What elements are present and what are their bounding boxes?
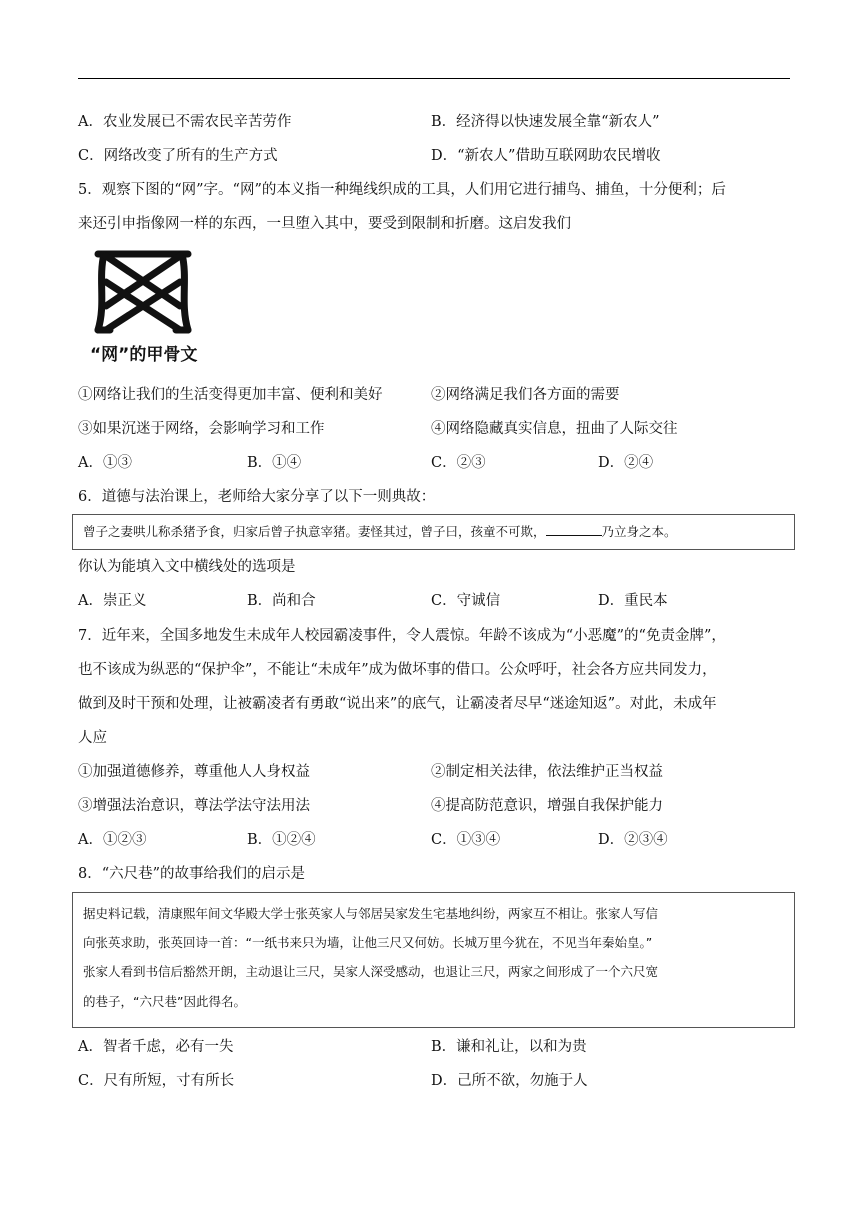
q5-statement-4: ④网络隐藏真实信息，扭曲了人际交往 bbox=[431, 421, 678, 437]
q4-option-a: A．农业发展已不需农民辛苦劳作 bbox=[78, 114, 292, 130]
q8-story-box bbox=[72, 892, 795, 1028]
q4-option-b: B．经济得以快速发展全靠“新农人” bbox=[431, 114, 660, 130]
oracle-bone-wang-glyph bbox=[88, 244, 198, 336]
q7-option-a: A．①②③ bbox=[78, 832, 147, 848]
q7-statement-1: ①加强道德修养，尊重他人人身权益 bbox=[78, 764, 310, 780]
header-rule bbox=[78, 78, 790, 79]
q8-story-line3: 张家人看到书信后豁然开朗，主动退让三尺，吴家人深受感动，也退让三尺，两家之间形成了一个六尺宽 bbox=[83, 964, 659, 979]
q6-story-box bbox=[72, 514, 795, 550]
q7-statement-4: ④提高防范意识，增强自我保护能力 bbox=[431, 798, 663, 814]
q8-story-line2: 向张英求助，张英回诗一首：“一纸书来只为墙，让他三尺又何妨。长城万里今犹在，不见当年秦始皇。” bbox=[83, 935, 653, 950]
q5-option-d: D．②④ bbox=[598, 455, 654, 471]
q5-stem-line1: 5．观察下图的“网”字。“网”的本义指一种绳线织成的工具，人们用它进行捕鸟、捕鱼，十分便利；后 bbox=[78, 182, 726, 198]
q5-option-b: B．①④ bbox=[247, 455, 302, 471]
q8-stem: 8．“六尺巷”的故事给我们的启示是 bbox=[78, 866, 306, 882]
q5-option-a: A．①③ bbox=[78, 455, 132, 471]
q7-statement-3: ③增强法治意识，尊法学法守法用法 bbox=[78, 798, 310, 814]
q8-story-line4: 的巷子，“六尺巷”因此得名。 bbox=[83, 994, 246, 1009]
q7-option-b: B．①②④ bbox=[247, 832, 316, 848]
q5-option-c: C．②③ bbox=[431, 455, 486, 471]
q7-stem-line3: 做到及时干预和处理，让被霸凌者有勇敢“说出来”的底气，让霸凌者尽早“迷途知返”。对此，未成年 bbox=[78, 696, 717, 712]
q6-question: 你认为能填入文中横线处的选项是 bbox=[78, 559, 296, 575]
q4-option-d: D．“新农人”借助互联网助农民增收 bbox=[431, 148, 661, 164]
q8-option-b: B．谦和礼让，以和为贵 bbox=[431, 1039, 587, 1055]
q6-option-b: B．尚和合 bbox=[247, 593, 316, 609]
q7-option-c: C．①③④ bbox=[431, 832, 501, 848]
q4-option-c: C．网络改变了所有的生产方式 bbox=[78, 148, 278, 164]
q6-stem: 6．道德与法治课上，老师给大家分享了以下一则典故： bbox=[78, 489, 436, 505]
q6-blank bbox=[546, 523, 602, 536]
q5-statement-1: ①网络让我们的生活变得更加丰富、便利和美好 bbox=[78, 387, 383, 403]
q7-stem-line4: 人应 bbox=[78, 730, 107, 746]
q7-option-d: D．②③④ bbox=[598, 832, 668, 848]
q8-option-a: A．智者千虑，必有一失 bbox=[78, 1039, 234, 1055]
q6-option-c: C．守诚信 bbox=[431, 593, 501, 609]
q5-statement-3: ③如果沉迷于网络，会影响学习和工作 bbox=[78, 421, 325, 437]
q7-stem-line1: 7．近年来，全国多地发生未成年人校园霸凌事件，令人震惊。年龄不该成为“小恶魔”的“免责金牌”， bbox=[78, 628, 726, 644]
q8-option-d: D．己所不欲，勿施于人 bbox=[431, 1073, 588, 1089]
figure-caption: “网”的甲骨文 bbox=[90, 345, 198, 365]
q6-option-d: D．重民本 bbox=[598, 593, 668, 609]
q6-option-a: A．崇正义 bbox=[78, 593, 147, 609]
q6-story-after: 乃立身之本。 bbox=[601, 524, 677, 539]
q7-stem-line2: 也不该成为纵恶的“保护伞”，不能让“未成年”成为做坏事的借口。公众呼吁，社会各方应共同发力， bbox=[78, 662, 717, 678]
q7-statement-2: ②制定相关法律，依法维护正当权益 bbox=[431, 764, 663, 780]
q8-story-line1: 据史料记载，清康熙年间文华殿大学士张英家人与邻居吴家发生宅基地纠纷，两家互不相让。张家人写信 bbox=[83, 906, 659, 921]
q5-statement-2: ②网络满足我们各方面的需要 bbox=[431, 387, 620, 403]
oracle-bone-wang-figure bbox=[88, 244, 263, 369]
q8-option-c: C．尺有所短，寸有所长 bbox=[78, 1073, 235, 1089]
q6-story-before: 曾子之妻哄儿称杀猪予食，归家后曾子执意宰猪。妻怪其过，曾子曰，孩童不可欺， bbox=[83, 524, 546, 539]
q5-stem-line2: 来还引申指像网一样的东西，一旦堕入其中，要受到限制和折磨。这启发我们 bbox=[78, 216, 571, 232]
q6-story-text bbox=[83, 523, 677, 541]
